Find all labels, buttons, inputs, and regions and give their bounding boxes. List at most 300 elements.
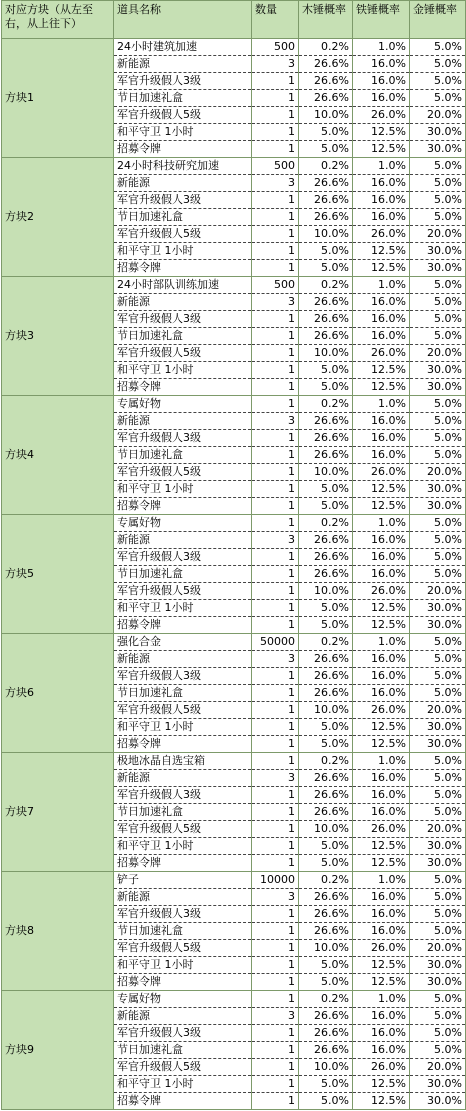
quantity-cell: 1 (252, 787, 299, 804)
block-label: 方块3 (2, 277, 114, 396)
iron-hammer-rate-cell: 16.0% (353, 73, 410, 90)
item-name-cell: 节日加速礼盒 (114, 90, 252, 107)
block-label: 方块2 (2, 158, 114, 277)
item-name-cell: 专属好物 (114, 396, 252, 413)
iron-hammer-rate-cell: 16.0% (353, 804, 410, 821)
gold-hammer-rate-cell: 5.0% (410, 328, 466, 345)
quantity-cell: 1 (252, 719, 299, 736)
gold-hammer-rate-cell: 5.0% (410, 685, 466, 702)
wood-hammer-rate-cell: 26.6% (299, 923, 353, 940)
item-name-cell: 节日加速礼盒 (114, 447, 252, 464)
item-name-cell: 军官升级假人5级 (114, 940, 252, 957)
item-name-cell: 节日加速礼盒 (114, 685, 252, 702)
header-block: 对应方块（从左至右，从上往下） (2, 1, 114, 39)
wood-hammer-rate-cell: 5.0% (299, 957, 353, 974)
quantity-cell: 1 (252, 1025, 299, 1042)
wood-hammer-rate-cell: 26.6% (299, 413, 353, 430)
iron-hammer-rate-cell: 26.0% (353, 702, 410, 719)
item-name-cell: 节日加速礼盒 (114, 923, 252, 940)
quantity-cell: 1 (252, 1059, 299, 1076)
iron-hammer-rate-cell: 12.5% (353, 498, 410, 515)
iron-hammer-rate-cell: 16.0% (353, 328, 410, 345)
gold-hammer-rate-cell: 30.0% (410, 736, 466, 753)
gold-hammer-rate-cell: 5.0% (410, 889, 466, 906)
item-name-cell: 军官升级假人5级 (114, 464, 252, 481)
iron-hammer-rate-cell: 16.0% (353, 1025, 410, 1042)
gold-hammer-rate-cell: 5.0% (410, 396, 466, 413)
item-name-cell: 强化合金 (114, 634, 252, 651)
item-name-cell: 军官升级假人5级 (114, 702, 252, 719)
item-name-cell: 军官升级假人5级 (114, 821, 252, 838)
quantity-cell: 1 (252, 685, 299, 702)
iron-hammer-rate-cell: 16.0% (353, 56, 410, 73)
wood-hammer-rate-cell: 26.6% (299, 889, 353, 906)
gold-hammer-rate-cell: 20.0% (410, 940, 466, 957)
wood-hammer-rate-cell: 5.0% (299, 1076, 353, 1093)
item-name-cell: 新能源 (114, 413, 252, 430)
iron-hammer-rate-cell: 16.0% (353, 923, 410, 940)
quantity-cell: 1 (252, 1093, 299, 1110)
iron-hammer-rate-cell: 1.0% (353, 158, 410, 175)
iron-hammer-rate-cell: 16.0% (353, 192, 410, 209)
item-name-cell: 和平守卫 1小时 (114, 243, 252, 260)
quantity-cell: 3 (252, 651, 299, 668)
item-name-cell: 和平守卫 1小时 (114, 957, 252, 974)
wood-hammer-rate-cell: 0.2% (299, 991, 353, 1008)
table-row (2, 277, 466, 294)
quantity-cell: 1 (252, 566, 299, 583)
iron-hammer-rate-cell: 26.0% (353, 821, 410, 838)
wood-hammer-rate-cell: 26.6% (299, 532, 353, 549)
gold-hammer-rate-cell: 20.0% (410, 345, 466, 362)
gold-hammer-rate-cell: 5.0% (410, 651, 466, 668)
iron-hammer-rate-cell: 16.0% (353, 770, 410, 787)
item-name-cell: 招募令牌 (114, 260, 252, 277)
wood-hammer-rate-cell: 26.6% (299, 209, 353, 226)
gold-hammer-rate-cell: 5.0% (410, 515, 466, 532)
wood-hammer-rate-cell: 5.0% (299, 141, 353, 158)
iron-hammer-rate-cell: 1.0% (353, 634, 410, 651)
quantity-cell: 1 (252, 379, 299, 396)
iron-hammer-rate-cell: 26.0% (353, 1059, 410, 1076)
wood-hammer-rate-cell: 26.6% (299, 1042, 353, 1059)
header-item: 道具名称 (114, 1, 252, 39)
quantity-cell: 1 (252, 549, 299, 566)
item-name-cell: 军官升级假人5级 (114, 1059, 252, 1076)
quantity-cell: 1 (252, 124, 299, 141)
gold-hammer-rate-cell: 30.0% (410, 855, 466, 872)
wood-hammer-rate-cell: 26.6% (299, 549, 353, 566)
gold-hammer-rate-cell: 30.0% (410, 260, 466, 277)
iron-hammer-rate-cell: 16.0% (353, 906, 410, 923)
quantity-cell: 1 (252, 107, 299, 124)
iron-hammer-rate-cell: 12.5% (353, 379, 410, 396)
wood-hammer-rate-cell: 26.6% (299, 56, 353, 73)
gold-hammer-rate-cell: 5.0% (410, 566, 466, 583)
gold-hammer-rate-cell: 5.0% (410, 311, 466, 328)
gold-hammer-rate-cell: 5.0% (410, 906, 466, 923)
quantity-cell: 500 (252, 158, 299, 175)
iron-hammer-rate-cell: 12.5% (353, 124, 410, 141)
item-name-cell: 新能源 (114, 1008, 252, 1025)
wood-hammer-rate-cell: 5.0% (299, 243, 353, 260)
quantity-cell: 1 (252, 141, 299, 158)
gold-hammer-rate-cell: 5.0% (410, 209, 466, 226)
quantity-cell: 1 (252, 396, 299, 413)
quantity-cell: 3 (252, 770, 299, 787)
gold-hammer-rate-cell: 5.0% (410, 56, 466, 73)
quantity-cell: 500 (252, 39, 299, 56)
wood-hammer-rate-cell: 0.2% (299, 753, 353, 770)
item-name-cell: 招募令牌 (114, 855, 252, 872)
item-name-cell: 和平守卫 1小时 (114, 600, 252, 617)
table-row (2, 396, 466, 413)
quantity-cell: 1 (252, 923, 299, 940)
gold-hammer-rate-cell: 5.0% (410, 532, 466, 549)
quantity-cell: 50000 (252, 634, 299, 651)
iron-hammer-rate-cell: 16.0% (353, 549, 410, 566)
gold-hammer-rate-cell: 30.0% (410, 141, 466, 158)
iron-hammer-rate-cell: 1.0% (353, 515, 410, 532)
quantity-cell: 1 (252, 498, 299, 515)
wood-hammer-rate-cell: 0.2% (299, 515, 353, 532)
gold-hammer-rate-cell: 30.0% (410, 243, 466, 260)
wood-hammer-rate-cell: 26.6% (299, 430, 353, 447)
iron-hammer-rate-cell: 16.0% (353, 90, 410, 107)
wood-hammer-rate-cell: 26.6% (299, 770, 353, 787)
item-name-cell: 招募令牌 (114, 617, 252, 634)
gold-hammer-rate-cell: 30.0% (410, 957, 466, 974)
wood-hammer-rate-cell: 26.6% (299, 328, 353, 345)
item-name-cell: 军官升级假人3级 (114, 311, 252, 328)
item-name-cell: 和平守卫 1小时 (114, 362, 252, 379)
iron-hammer-rate-cell: 16.0% (353, 787, 410, 804)
item-name-cell: 极地冰晶自选宝箱 (114, 753, 252, 770)
wood-hammer-rate-cell: 26.6% (299, 787, 353, 804)
item-name-cell: 军官升级假人3级 (114, 787, 252, 804)
wood-hammer-rate-cell: 5.0% (299, 362, 353, 379)
header-row (2, 1, 466, 39)
table-row (2, 515, 466, 532)
quantity-cell: 1 (252, 260, 299, 277)
item-name-cell: 和平守卫 1小时 (114, 719, 252, 736)
item-name-cell: 军官升级假人3级 (114, 1025, 252, 1042)
item-name-cell: 军官升级假人3级 (114, 906, 252, 923)
header-wood: 木锤概率 (299, 1, 353, 39)
wood-hammer-rate-cell: 10.0% (299, 1059, 353, 1076)
gold-hammer-rate-cell: 5.0% (410, 447, 466, 464)
wood-hammer-rate-cell: 26.6% (299, 685, 353, 702)
iron-hammer-rate-cell: 16.0% (353, 1008, 410, 1025)
iron-hammer-rate-cell: 16.0% (353, 685, 410, 702)
quantity-cell: 1 (252, 940, 299, 957)
iron-hammer-rate-cell: 12.5% (353, 974, 410, 991)
wood-hammer-rate-cell: 26.6% (299, 566, 353, 583)
gold-hammer-rate-cell: 5.0% (410, 549, 466, 566)
item-name-cell: 新能源 (114, 532, 252, 549)
gold-hammer-rate-cell: 30.0% (410, 481, 466, 498)
gold-hammer-rate-cell: 5.0% (410, 175, 466, 192)
header-gold: 金锤概率 (410, 1, 466, 39)
gold-hammer-rate-cell: 20.0% (410, 702, 466, 719)
wood-hammer-rate-cell: 10.0% (299, 583, 353, 600)
gold-hammer-rate-cell: 5.0% (410, 872, 466, 889)
gold-hammer-rate-cell: 5.0% (410, 192, 466, 209)
item-name-cell: 专属好物 (114, 991, 252, 1008)
quantity-cell: 1 (252, 838, 299, 855)
table-row (2, 634, 466, 651)
quantity-cell: 500 (252, 277, 299, 294)
quantity-cell: 1 (252, 430, 299, 447)
iron-hammer-rate-cell: 12.5% (353, 617, 410, 634)
iron-hammer-rate-cell: 1.0% (353, 872, 410, 889)
header-iron: 铁锤概率 (353, 1, 410, 39)
iron-hammer-rate-cell: 16.0% (353, 889, 410, 906)
item-name-cell: 招募令牌 (114, 1093, 252, 1110)
quantity-cell: 1 (252, 243, 299, 260)
quantity-cell: 3 (252, 56, 299, 73)
item-name-cell: 节日加速礼盒 (114, 804, 252, 821)
iron-hammer-rate-cell: 12.5% (353, 481, 410, 498)
gold-hammer-rate-cell: 30.0% (410, 974, 466, 991)
gold-hammer-rate-cell: 20.0% (410, 464, 466, 481)
iron-hammer-rate-cell: 12.5% (353, 260, 410, 277)
wood-hammer-rate-cell: 26.6% (299, 192, 353, 209)
wood-hammer-rate-cell: 10.0% (299, 345, 353, 362)
wood-hammer-rate-cell: 5.0% (299, 855, 353, 872)
gold-hammer-rate-cell: 5.0% (410, 1008, 466, 1025)
iron-hammer-rate-cell: 1.0% (353, 277, 410, 294)
iron-hammer-rate-cell: 12.5% (353, 1076, 410, 1093)
gold-hammer-rate-cell: 30.0% (410, 379, 466, 396)
iron-hammer-rate-cell: 16.0% (353, 413, 410, 430)
wood-hammer-rate-cell: 0.2% (299, 396, 353, 413)
block-label: 方块7 (2, 753, 114, 872)
quantity-cell: 1 (252, 804, 299, 821)
item-name-cell: 24小时建筑加速 (114, 39, 252, 56)
quantity-cell: 1 (252, 753, 299, 770)
quantity-cell: 1 (252, 821, 299, 838)
wood-hammer-rate-cell: 10.0% (299, 821, 353, 838)
table-header (2, 1, 466, 39)
wood-hammer-rate-cell: 10.0% (299, 702, 353, 719)
item-name-cell: 军官升级假人3级 (114, 73, 252, 90)
gold-hammer-rate-cell: 5.0% (410, 413, 466, 430)
wood-hammer-rate-cell: 5.0% (299, 974, 353, 991)
item-name-cell: 节日加速礼盒 (114, 566, 252, 583)
iron-hammer-rate-cell: 16.0% (353, 209, 410, 226)
wood-hammer-rate-cell: 26.6% (299, 447, 353, 464)
quantity-cell: 1 (252, 90, 299, 107)
block-label: 方块5 (2, 515, 114, 634)
wood-hammer-rate-cell: 0.2% (299, 158, 353, 175)
iron-hammer-rate-cell: 26.0% (353, 345, 410, 362)
quantity-cell: 1 (252, 328, 299, 345)
iron-hammer-rate-cell: 12.5% (353, 838, 410, 855)
iron-hammer-rate-cell: 12.5% (353, 362, 410, 379)
wood-hammer-rate-cell: 5.0% (299, 1093, 353, 1110)
gold-hammer-rate-cell: 5.0% (410, 1025, 466, 1042)
item-name-cell: 节日加速礼盒 (114, 1042, 252, 1059)
iron-hammer-rate-cell: 12.5% (353, 855, 410, 872)
item-name-cell: 军官升级假人5级 (114, 583, 252, 600)
iron-hammer-rate-cell: 12.5% (353, 141, 410, 158)
gold-hammer-rate-cell: 5.0% (410, 770, 466, 787)
quantity-cell: 10000 (252, 872, 299, 889)
quantity-cell: 1 (252, 1042, 299, 1059)
quantity-cell: 1 (252, 73, 299, 90)
iron-hammer-rate-cell: 12.5% (353, 719, 410, 736)
quantity-cell: 3 (252, 294, 299, 311)
iron-hammer-rate-cell: 26.0% (353, 583, 410, 600)
iron-hammer-rate-cell: 16.0% (353, 651, 410, 668)
item-name-cell: 新能源 (114, 56, 252, 73)
iron-hammer-rate-cell: 16.0% (353, 532, 410, 549)
item-name-cell: 和平守卫 1小时 (114, 481, 252, 498)
item-name-cell: 新能源 (114, 651, 252, 668)
quantity-cell: 1 (252, 906, 299, 923)
gold-hammer-rate-cell: 5.0% (410, 753, 466, 770)
item-name-cell: 军官升级假人5级 (114, 345, 252, 362)
quantity-cell: 1 (252, 736, 299, 753)
gold-hammer-rate-cell: 5.0% (410, 1042, 466, 1059)
wood-hammer-rate-cell: 5.0% (299, 600, 353, 617)
iron-hammer-rate-cell: 12.5% (353, 1093, 410, 1110)
wood-hammer-rate-cell: 5.0% (299, 124, 353, 141)
item-name-cell: 招募令牌 (114, 498, 252, 515)
item-name-cell: 24小时部队训练加速 (114, 277, 252, 294)
wood-hammer-rate-cell: 26.6% (299, 73, 353, 90)
wood-hammer-rate-cell: 26.6% (299, 1025, 353, 1042)
probability-sheet (1, 0, 465, 1110)
gold-hammer-rate-cell: 20.0% (410, 1059, 466, 1076)
quantity-cell: 1 (252, 702, 299, 719)
item-name-cell: 节日加速礼盒 (114, 328, 252, 345)
item-name-cell: 和平守卫 1小时 (114, 838, 252, 855)
item-name-cell: 军官升级假人3级 (114, 192, 252, 209)
gold-hammer-rate-cell: 5.0% (410, 634, 466, 651)
gold-hammer-rate-cell: 5.0% (410, 277, 466, 294)
item-name-cell: 和平守卫 1小时 (114, 1076, 252, 1093)
quantity-cell: 1 (252, 957, 299, 974)
block-label: 方块4 (2, 396, 114, 515)
item-name-cell: 军官升级假人5级 (114, 226, 252, 243)
item-name-cell: 新能源 (114, 770, 252, 787)
gold-hammer-rate-cell: 30.0% (410, 362, 466, 379)
wood-hammer-rate-cell: 10.0% (299, 464, 353, 481)
quantity-cell: 1 (252, 617, 299, 634)
gold-hammer-rate-cell: 30.0% (410, 124, 466, 141)
iron-hammer-rate-cell: 16.0% (353, 294, 410, 311)
block-label: 方块8 (2, 872, 114, 991)
item-name-cell: 24小时科技研究加速 (114, 158, 252, 175)
item-name-cell: 军官升级假人3级 (114, 430, 252, 447)
iron-hammer-rate-cell: 1.0% (353, 991, 410, 1008)
gold-hammer-rate-cell: 20.0% (410, 821, 466, 838)
iron-hammer-rate-cell: 16.0% (353, 430, 410, 447)
iron-hammer-rate-cell: 16.0% (353, 311, 410, 328)
item-name-cell: 军官升级假人5级 (114, 107, 252, 124)
wood-hammer-rate-cell: 5.0% (299, 481, 353, 498)
gold-hammer-rate-cell: 30.0% (410, 838, 466, 855)
wood-hammer-rate-cell: 26.6% (299, 294, 353, 311)
quantity-cell: 1 (252, 209, 299, 226)
gold-hammer-rate-cell: 20.0% (410, 226, 466, 243)
iron-hammer-rate-cell: 12.5% (353, 600, 410, 617)
gold-hammer-rate-cell: 5.0% (410, 804, 466, 821)
iron-hammer-rate-cell: 16.0% (353, 566, 410, 583)
gold-hammer-rate-cell: 5.0% (410, 39, 466, 56)
gold-hammer-rate-cell: 30.0% (410, 498, 466, 515)
iron-hammer-rate-cell: 26.0% (353, 107, 410, 124)
gold-hammer-rate-cell: 5.0% (410, 923, 466, 940)
item-name-cell: 新能源 (114, 294, 252, 311)
iron-hammer-rate-cell: 12.5% (353, 736, 410, 753)
gold-hammer-rate-cell: 5.0% (410, 787, 466, 804)
quantity-cell: 1 (252, 583, 299, 600)
table-row (2, 158, 466, 175)
iron-hammer-rate-cell: 12.5% (353, 243, 410, 260)
gold-hammer-rate-cell: 30.0% (410, 1093, 466, 1110)
gold-hammer-rate-cell: 5.0% (410, 73, 466, 90)
iron-hammer-rate-cell: 26.0% (353, 226, 410, 243)
probability-table (1, 0, 466, 1110)
gold-hammer-rate-cell: 5.0% (410, 430, 466, 447)
gold-hammer-rate-cell: 5.0% (410, 158, 466, 175)
wood-hammer-rate-cell: 0.2% (299, 634, 353, 651)
quantity-cell: 1 (252, 226, 299, 243)
block-label: 方块9 (2, 991, 114, 1110)
wood-hammer-rate-cell: 5.0% (299, 498, 353, 515)
iron-hammer-rate-cell: 1.0% (353, 753, 410, 770)
wood-hammer-rate-cell: 10.0% (299, 226, 353, 243)
quantity-cell: 1 (252, 1076, 299, 1093)
item-name-cell: 新能源 (114, 889, 252, 906)
table-row (2, 991, 466, 1008)
gold-hammer-rate-cell: 30.0% (410, 719, 466, 736)
quantity-cell: 1 (252, 668, 299, 685)
gold-hammer-rate-cell: 20.0% (410, 107, 466, 124)
block-label: 方块1 (2, 39, 114, 158)
wood-hammer-rate-cell: 26.6% (299, 668, 353, 685)
gold-hammer-rate-cell: 20.0% (410, 583, 466, 600)
quantity-cell: 1 (252, 311, 299, 328)
wood-hammer-rate-cell: 26.6% (299, 311, 353, 328)
header-qty: 数量 (252, 1, 299, 39)
gold-hammer-rate-cell: 30.0% (410, 1076, 466, 1093)
quantity-cell: 3 (252, 532, 299, 549)
quantity-cell: 3 (252, 413, 299, 430)
gold-hammer-rate-cell: 5.0% (410, 90, 466, 107)
quantity-cell: 1 (252, 464, 299, 481)
item-name-cell: 新能源 (114, 175, 252, 192)
wood-hammer-rate-cell: 26.6% (299, 90, 353, 107)
gold-hammer-rate-cell: 5.0% (410, 991, 466, 1008)
wood-hammer-rate-cell: 5.0% (299, 379, 353, 396)
table-row (2, 39, 466, 56)
wood-hammer-rate-cell: 0.2% (299, 872, 353, 889)
gold-hammer-rate-cell: 5.0% (410, 668, 466, 685)
wood-hammer-rate-cell: 5.0% (299, 736, 353, 753)
iron-hammer-rate-cell: 12.5% (353, 957, 410, 974)
wood-hammer-rate-cell: 10.0% (299, 940, 353, 957)
quantity-cell: 1 (252, 345, 299, 362)
wood-hammer-rate-cell: 26.6% (299, 175, 353, 192)
quantity-cell: 1 (252, 991, 299, 1008)
quantity-cell: 1 (252, 192, 299, 209)
item-name-cell: 招募令牌 (114, 736, 252, 753)
wood-hammer-rate-cell: 26.6% (299, 1008, 353, 1025)
